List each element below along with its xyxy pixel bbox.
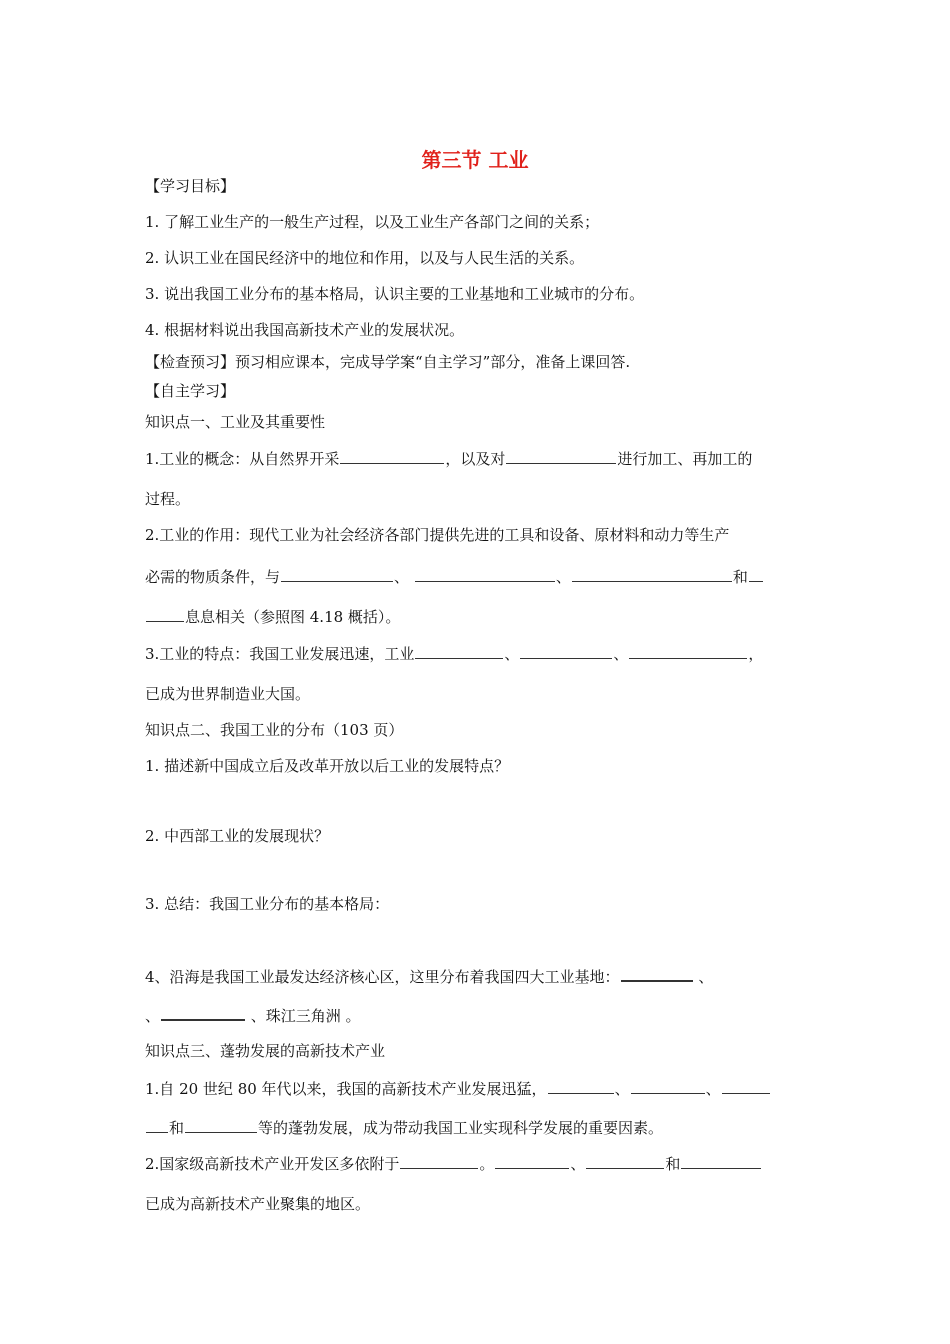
section-header-goals: 【学习目标】 xyxy=(145,177,236,195)
fill-blank[interactable] xyxy=(415,643,503,659)
k2-q3: 3. 总结：我国工业分布的基本格局： xyxy=(145,895,390,913)
k3-q1-text-a: 1.自 20 世纪 80 年代以来，我国的高新技术产业发展迅猛， xyxy=(145,1080,547,1098)
k1-q2-line-3 xyxy=(145,606,400,627)
fill-blank[interactable] xyxy=(722,1078,770,1094)
k3-q1-sep-2: 、 xyxy=(705,1080,721,1098)
goal-4: 4. 根据材料说出我国高新技术产业的发展状况。 xyxy=(145,321,465,339)
fill-blank[interactable] xyxy=(681,1153,761,1169)
fill-blank[interactable] xyxy=(161,1004,245,1021)
k1-q3-sep-1: 、 xyxy=(504,645,520,663)
fill-blank[interactable] xyxy=(495,1153,569,1169)
fill-blank[interactable] xyxy=(185,1117,257,1133)
fill-blank[interactable] xyxy=(572,566,732,582)
knowledge-point-1-title: 知识点一、工业及其重要性 xyxy=(145,413,326,431)
fill-blank[interactable] xyxy=(506,448,616,464)
k3-q1-sep-1: 、 xyxy=(614,1080,630,1098)
k2-q4-text-a: 4、沿海是我国工业最发达经济核心区，这里分布着我国四大工业基地： xyxy=(145,968,620,986)
k3-q2-line xyxy=(145,1153,762,1174)
preview-instruction: 【检查预习】预习相应课本，完成导学案“自主学习”部分，准备上课回答. xyxy=(145,353,631,371)
k1-q2-text-b: 必需的物质条件，与 xyxy=(145,568,281,586)
fill-blank[interactable] xyxy=(520,643,612,659)
k2-q4-line xyxy=(145,965,713,987)
k1-q2-sep-2: 、 xyxy=(555,568,571,586)
fill-blank[interactable] xyxy=(400,1153,478,1169)
k1-q1-text-c: 进行加工、再加工的 xyxy=(617,450,753,468)
goal-3: 3. 说出我国工业分布的基本格局，认识主要的工业基地和工业城市的分布。 xyxy=(145,285,645,303)
k1-q3-end: ， xyxy=(748,645,764,663)
fill-blank[interactable] xyxy=(631,1078,705,1094)
k1-q3-sep-2: 、 xyxy=(613,645,629,663)
k3-q1-line-2 xyxy=(145,1117,663,1138)
k2-q2: 2. 中西部工业的发展现状？ xyxy=(145,827,330,845)
k2-q4-text-c: 、 xyxy=(145,1007,161,1025)
fill-blank[interactable] xyxy=(749,566,763,582)
k3-q2-sep-1: 。 xyxy=(479,1155,495,1173)
k1-q3-line-2: 已成为世界制造业大国。 xyxy=(145,685,311,703)
k1-q3-line xyxy=(145,643,763,664)
k1-q2-sep-1: 、 xyxy=(394,568,410,586)
k1-q1-text-b: ，以及对 xyxy=(445,450,506,468)
k1-q2-line-2 xyxy=(145,566,764,587)
fill-blank[interactable] xyxy=(621,965,693,982)
k1-q2-line: 2.工业的作用：现代工业为社会经济各部门提供先进的工具和设备、原材料和动力等生产 xyxy=(145,526,730,544)
fill-blank[interactable] xyxy=(146,1117,168,1133)
k2-q4-text-d: 、珠江三角洲 。 xyxy=(246,1007,361,1025)
k1-q2-and: 和 xyxy=(732,568,748,586)
fill-blank[interactable] xyxy=(415,566,555,582)
k3-q1-line xyxy=(145,1078,771,1099)
k2-q4-line-2 xyxy=(145,1004,361,1026)
section-header-self-study: 【自主学习】 xyxy=(145,382,236,400)
k3-q2-sep-2: 、 xyxy=(570,1155,586,1173)
k3-q1-and: 和 xyxy=(169,1119,185,1137)
knowledge-point-2-title: 知识点二、我国工业的分布（103 页） xyxy=(145,721,404,739)
k1-q1-line xyxy=(145,448,752,469)
k1-q1-line-2: 过程。 xyxy=(145,490,191,508)
k2-q4-sep: 、 xyxy=(693,968,714,986)
fill-blank[interactable] xyxy=(629,643,747,659)
fill-blank[interactable] xyxy=(281,566,393,582)
k3-q2-line-2: 已成为高新技术产业聚集的地区。 xyxy=(145,1195,371,1213)
k1-q3-text-a: 3.工业的特点：我国工业发展迅速，工业 xyxy=(145,645,415,663)
k3-q2-and: 和 xyxy=(665,1155,681,1173)
fill-blank[interactable] xyxy=(586,1153,664,1169)
k3-q1-text-e: 等的蓬勃发展，成为带动我国工业实现科学发展的重要因素。 xyxy=(258,1119,664,1137)
k3-q2-text-a: 2.国家级高新技术产业开发区多依附于 xyxy=(145,1155,400,1173)
k1-q1-text-a: 1.工业的概念：从自然界开采 xyxy=(145,450,340,468)
goal-2: 2. 认识工业在国民经济中的地位和作用，以及与人民生活的关系。 xyxy=(145,249,585,267)
page-title: 第三节 工业 xyxy=(421,148,529,172)
fill-blank[interactable] xyxy=(146,606,184,622)
fill-blank[interactable] xyxy=(548,1078,614,1094)
knowledge-point-3-title: 知识点三、蓬勃发展的高新技术产业 xyxy=(145,1042,386,1060)
goal-1: 1. 了解工业生产的一般生产过程，以及工业生产各部门之间的关系； xyxy=(145,213,600,231)
k2-q1: 1. 描述新中国成立后及改革开放以后工业的发展特点？ xyxy=(145,757,510,775)
k1-q2-text-f: 息息相关（参照图 4.18 概括）。 xyxy=(185,608,401,626)
fill-blank[interactable] xyxy=(340,448,444,464)
